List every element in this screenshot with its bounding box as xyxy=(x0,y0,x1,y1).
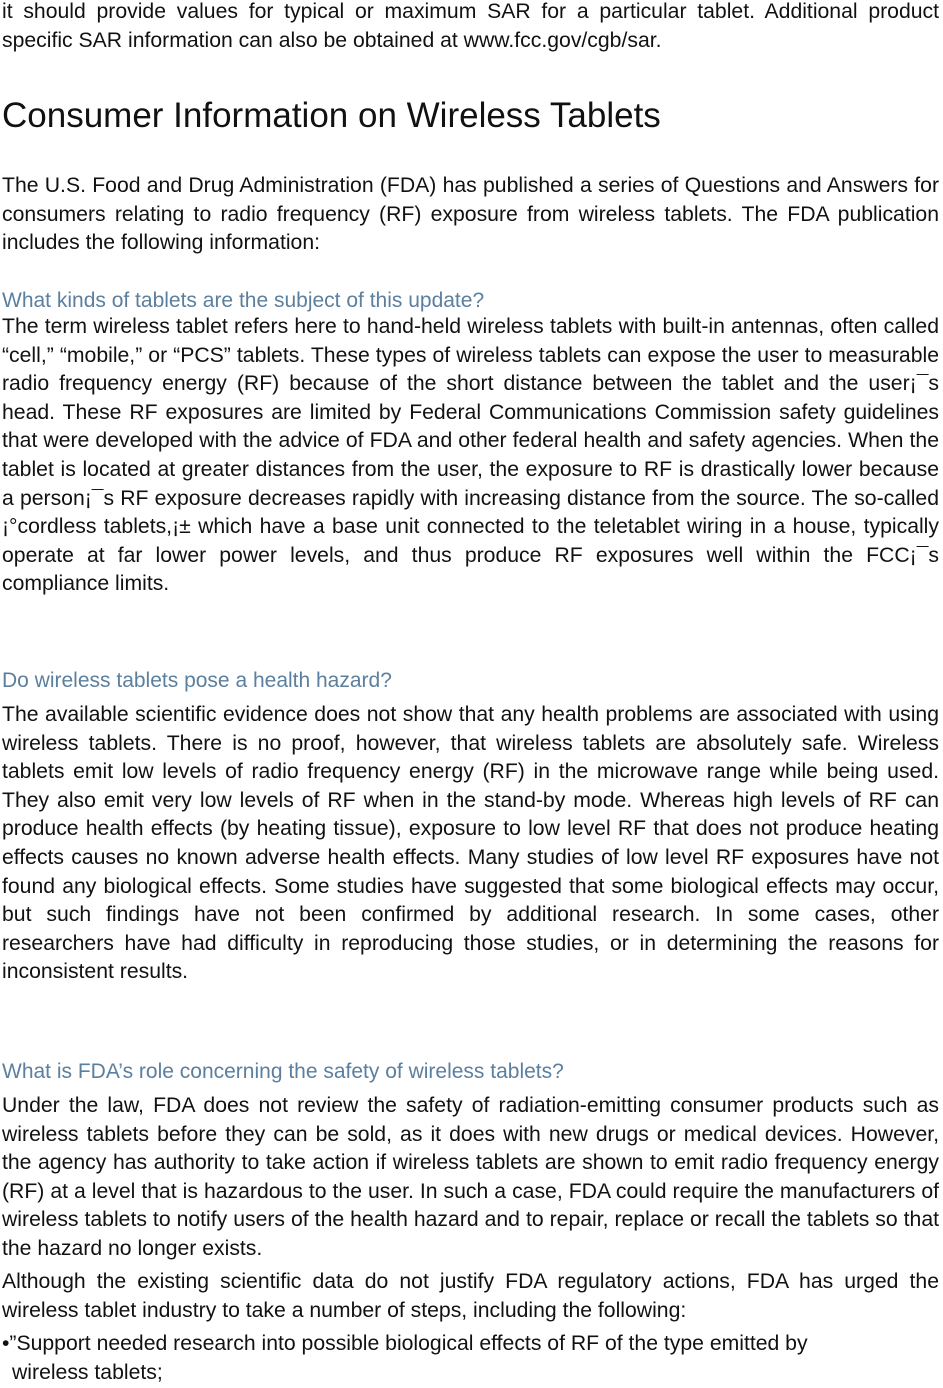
question-heading-health-hazard: Do wireless tablets pose a health hazard? xyxy=(2,669,392,692)
bullet-item-research xyxy=(2,1330,939,1387)
bullet-text-line-2: wireless tablets; xyxy=(12,1360,163,1384)
answer-tablet-kinds: The term wireless tablet refers here to hand-held wireless tablets with built-in antennas, often called “cell,” “mobile,” or “PCS” tablets. These types of wireless tablets can expose the user to measurable radio frequency energy (RF) because of the short distance between the tablet and the user¡¯s head. These RF exposures are limited by Federal Communications Commission safety guidelines that were developed with the advice of FDA and other federal health and safety agencies. When the tablet is located at greater distances from the user, the exposure to RF is drastically lower because a person¡¯s RF exposure decreases rapidly with increasing distance from the source. The so-called ¡°cordless tablets,¡± which have a base unit connected to the teletablet wiring in a house, typically operate at far lower power levels, and thus produce RF exposures well within the FCC¡¯s compliance limits. xyxy=(2,315,939,596)
answer-fda-role: Under the law, FDA does not review the safety of radiation-emitting consumer products such as wireless tablets before they can be sold, as it does with new drugs or medical devices. However, the agency has authority to take action if wireless tablets are shown to emit radio frequency energy (RF) at a level that is hazardous to the user. In such a case, FDA could require the manufacturers of wireless tablets to notify users of the health hazard and to repair, replace or recall the tablets so that the hazard no longer exists. xyxy=(2,1094,939,1260)
fda-intro-paragraph: The U.S. Food and Drug Administration (FDA) has published a series of Questions and Answers for consumers relating to radio frequency (RF) exposure from wireless tablets. The FDA publication includes the following information: xyxy=(2,174,939,255)
question-heading-tablet-kinds: What kinds of tablets are the subject of this update? xyxy=(2,289,485,312)
section-title: Consumer Information on Wireless Tablets xyxy=(2,96,661,135)
question-heading-fda-role: What is FDA’s role concerning the safety of wireless tablets? xyxy=(2,1060,564,1083)
bullet-text-line-1: Support needed research into possible biological effects of RF of the type emitted by xyxy=(16,1332,808,1355)
answer-health-hazard: The available scientific evidence does not show that any health problems are associated with using wireless tablets. There is no proof, however, that wireless tablets are absolutely safe. Wireless tablets emit low levels of radio frequency energy (RF) in the microwave range while being used. They also emit very low levels of RF when in the stand-by mode. Whereas high levels of RF can produce health effects (by heating tissue), exposure to low level RF that does not produce heating effects causes no known adverse health effects. Many studies of low level RF exposures have not found any biological effects. Some studies have suggested that some biological effects may occur, but such findings have not been confirmed by additional research. In some cases, other researchers have had difficulty in reproducing those studies, or in determining the reasons for inconsistent results. xyxy=(2,703,939,984)
bullet-marker: •” xyxy=(2,1332,17,1355)
answer-fda-industry: Although the existing scientific data do not justify FDA regulatory actions, FDA has urged the wireless tablet industry to take a number of steps, including the following: xyxy=(2,1270,939,1322)
intro-paragraph: it should provide values for typical or maximum SAR for a particular tablet. Additional product specific SAR information can also be obtained at www.fcc.gov/cgb/sar. xyxy=(2,0,939,52)
